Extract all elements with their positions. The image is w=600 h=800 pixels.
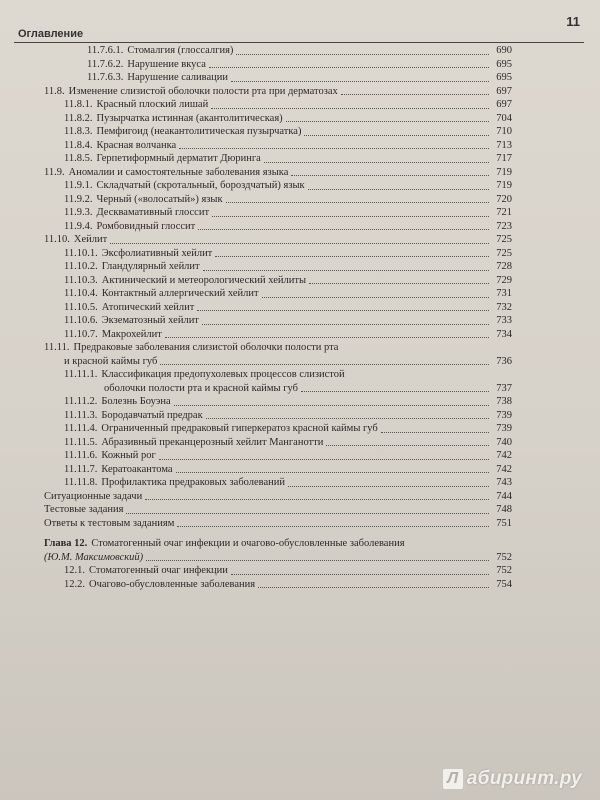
toc-entry [40,71,512,85]
toc-entry-title: Актинический и метеорологический хейлиты [101,274,306,286]
dot-leader [212,216,489,217]
dot-leader [231,574,489,575]
toc-entry [40,44,512,58]
table-of-contents [40,44,512,591]
toc-entry [40,368,512,382]
toc-entry [40,166,512,180]
toc-entry [40,422,512,436]
toc-entry-title: Черный («волосатый») язык [96,193,223,205]
toc-entry-number: 11.11.2. [64,396,98,407]
toc-entry-page: 719 [496,166,512,178]
header-title: Оглавление [18,28,84,40]
toc-entry-title: Пузырчатка истинная (акантолитическая) [96,112,283,124]
dot-leader [209,67,489,68]
toc-entry [40,355,512,369]
toc-entry-number: 11.11.7. [64,463,98,475]
toc-entry-title: Нарушение саливации [127,72,228,83]
toc-entry [40,112,512,126]
dot-leader [286,121,489,122]
watermark-text: абиринт.ру [466,768,582,789]
toc-entry-page: 734 [496,328,512,340]
dot-leader [165,337,489,338]
page-header [14,8,584,42]
toc-entry-number: 11.7.6.1. [87,45,124,56]
toc-entry-page: 740 [496,436,512,448]
toc-entry-title: Ситуационные задачи [44,490,143,502]
toc-entry-title: оболочки полости рта и красной каймы губ [104,382,298,394]
toc-entry-number: 11.11.6. [64,450,98,461]
toc-entry [40,260,512,274]
toc-entry-title: Ограниченный предраковый гиперкератоз красной каймы губ [101,423,378,434]
toc-entry-page: 752 [496,565,512,576]
dot-leader [262,297,489,298]
toc-entry [40,314,512,328]
toc-entry [40,564,512,578]
toc-entry [40,382,512,396]
toc-entry-page: 729 [496,274,512,286]
toc-entry-page: 736 [496,355,512,367]
toc-entry-page: 754 [496,578,512,590]
toc-entry-title: Красный плоский лишай [96,99,209,110]
toc-entry [40,436,512,450]
toc-entry [40,179,512,193]
toc-entry [40,233,512,247]
toc-entry-page: 721 [496,207,512,218]
dot-leader [304,135,489,136]
header-page-number: 11 [566,14,580,29]
toc-entry-number: 11.8. [44,85,65,97]
toc-entry-title: Тестовые задания [44,504,124,515]
toc-entry-number: 11.8.5. [64,153,93,164]
dot-leader [174,405,489,406]
toc-entry-number: 11.11.4. [64,423,98,434]
toc-entry-title: Эксфолиативный хейлит [101,247,213,259]
dot-leader [211,108,489,109]
toc-entry-title: Кератоакантома [101,463,173,475]
toc-entry-page: 738 [496,396,512,407]
toc-entry-page: 739 [496,409,512,421]
toc-entry-title: Экзематозный хейлит [101,315,199,326]
toc-entry [40,341,512,355]
dot-leader [341,94,489,95]
toc-entry-page: 751 [496,517,512,529]
toc-entry-title: Профилактика предраковых заболеваний [101,477,286,488]
labirint-watermark [443,768,582,790]
toc-entry-number: 11.10.2. [64,261,98,272]
dot-leader [159,459,489,460]
toc-entry [40,206,512,220]
chapter-label: Глава 12. [44,538,88,549]
toc-entry-number: 11.10.3. [64,274,98,286]
toc-entry-title: Пемфигоид (неакантолитическая пузырчатка) [96,126,302,137]
dot-leader [258,587,489,588]
toc-entry [40,247,512,261]
toc-entry-number: 11.11. [44,342,70,353]
dot-leader [176,472,489,473]
toc-entry-title: Макрохейлит [101,328,162,340]
dot-leader [381,432,489,433]
dot-leader [264,162,489,163]
toc-entry [40,274,512,288]
toc-entry-number: 11.9.2. [64,193,93,205]
toc-entry-page: 720 [496,193,512,205]
toc-entry-title: Атопический хейлит [101,301,195,313]
toc-entry-number: 12.2. [64,578,85,590]
dot-leader [146,560,489,561]
toc-entry [40,139,512,153]
dot-leader [291,175,489,176]
toc-entry-title: Предраковые заболевания слизистой оболочки полости рта [73,342,339,353]
chapter-title: Стоматогенный очаг инфекции и очагово-обусловленные заболевания [91,538,405,549]
header-rule [14,42,584,43]
toc-entry-title: Абразивный преканцерозный хейлит Манганотти [101,436,324,448]
toc-entry-number: 11.11.3. [64,409,98,421]
dot-leader [145,499,489,500]
toc-entry-number: 11.9.4. [64,220,93,232]
chapter-heading [40,537,512,551]
dot-leader [110,243,489,244]
toc-entry [40,85,512,99]
chapter-author-line [40,551,512,565]
toc-entry [40,98,512,112]
toc-entry [40,152,512,166]
toc-entry-page: 725 [496,247,512,259]
toc-entry-number: 11.10.5. [64,301,98,313]
toc-entry-number: 11.9.1. [64,180,93,191]
chapter-author: (Ю.М. Максимовский) [44,551,144,563]
toc-entry-number: 11.8.2. [64,112,93,124]
labirint-logo-icon: Л [443,769,463,789]
toc-entry-title: Стомалгия (глоссалгия) [127,45,234,56]
toc-entry-number: 11.10.4. [64,288,98,299]
toc-entry-number: 11.8.1. [64,99,93,110]
toc-entry-title: Аномалии и самостоятельные заболевания языка [68,166,289,178]
dot-leader [177,526,489,527]
toc-entry-page: 695 [496,72,512,83]
toc-entry-title: и красной каймы губ [64,355,158,367]
toc-entry-page: 713 [496,139,512,151]
toc-entry-number: 11.9.3. [64,207,93,218]
dot-leader [301,391,489,392]
toc-entry-page: 723 [496,220,512,232]
toc-entry [40,517,512,531]
toc-entry-page: 737 [496,382,512,394]
dot-leader [203,270,489,271]
toc-entry-page: 739 [496,423,512,434]
toc-entry-title: Классификация предопухолевых процессов слизистой [101,369,345,380]
section-gap [40,530,512,537]
toc-entry-page: 733 [496,315,512,326]
toc-entry [40,287,512,301]
toc-entry-page: 743 [496,477,512,488]
toc-entry-number: 11.10.1. [64,247,98,259]
toc-entry-title: Нарушение вкуса [127,58,206,70]
toc-entry-title: Десквамативный глоссит [96,207,210,218]
toc-entry-title: Герпетиформный дерматит Дюринга [96,153,261,164]
toc-entry-title: Болезнь Боуэна [101,396,171,407]
toc-entry-page: 742 [496,450,512,461]
dot-leader [179,148,489,149]
toc-entry [40,125,512,139]
toc-entry-title: Красная волчанка [96,139,177,151]
toc-entry-title: Контактный аллергический хейлит [101,288,259,299]
toc-entry-page: 697 [496,99,512,110]
toc-entry-title: Ответы к тестовым заданиям [44,517,175,529]
toc-entry-title: Бородавчатый предрак [101,409,203,421]
toc-entry-page: 710 [496,126,512,137]
dot-leader [288,486,489,487]
toc-entry-page: 695 [496,58,512,70]
toc-entry-title: Хейлит [73,234,108,245]
toc-entry-number: 11.7.6.3. [87,72,124,83]
toc-entry-number: 11.11.1. [64,369,98,380]
dot-leader [236,54,489,55]
toc-entry [40,503,512,517]
toc-entry [40,449,512,463]
toc-entry-title: Кожный рог [101,450,156,461]
toc-entry [40,578,512,592]
toc-entry-number: 11.8.4. [64,139,93,151]
toc-entry-number: 12.1. [64,565,85,576]
toc-entry-number: 11.11.8. [64,477,98,488]
toc-entry-title: Очагово-обусловленные заболевания [89,578,256,590]
toc-entry-title: Гландулярный хейлит [101,261,200,272]
toc-entry-title: Стоматогенный очаг инфекции [89,565,228,576]
toc-entry-number: 11.7.6.2. [87,58,124,70]
dot-leader [198,229,489,230]
dot-leader [226,202,489,203]
toc-entry-page: 704 [496,112,512,124]
toc-entry-number: 11.10.7. [64,328,98,340]
toc-entry-number: 11.8.3. [64,126,93,137]
toc-entry [40,490,512,504]
toc-entry-page: 719 [496,180,512,191]
toc-entry [40,476,512,490]
dot-leader [326,445,489,446]
toc-entry-title: Ромбовидный глоссит [96,220,196,232]
toc-entry-page: 742 [496,463,512,475]
toc-entry-page: 744 [496,490,512,502]
toc-entry-title: Изменение слизистой оболочки полости рта при дерматозах [68,85,338,97]
toc-entry-page: 731 [496,288,512,299]
toc-entry [40,409,512,423]
dot-leader [202,324,489,325]
dot-leader [126,513,489,514]
toc-entry [40,328,512,342]
toc-entry-page: 728 [496,261,512,272]
toc-entry-page: 697 [496,85,512,97]
toc-entry-page: 690 [496,45,512,56]
dot-leader [309,283,489,284]
toc-entry-page: 725 [496,234,512,245]
toc-entry-page: 752 [496,551,512,563]
dot-leader [215,256,489,257]
toc-entry-page: 732 [496,301,512,313]
toc-entry [40,395,512,409]
toc-entry [40,193,512,207]
toc-entry-page: 717 [496,153,512,164]
toc-entry-number: 11.9. [44,166,65,178]
toc-entry-number: 11.10. [44,234,70,245]
dot-leader [160,364,489,365]
dot-leader [206,418,489,419]
dot-leader [308,189,489,190]
dot-leader [231,81,489,82]
toc-entry-page: 748 [496,504,512,515]
toc-entry-number: 11.10.6. [64,315,98,326]
toc-entry [40,301,512,315]
toc-entry-number: 11.11.5. [64,436,98,448]
toc-entry [40,463,512,477]
dot-leader [197,310,489,311]
toc-entry [40,220,512,234]
toc-entry [40,58,512,72]
toc-entry-title: Складчатый (скротальный, бороздчатый) язык [96,180,305,191]
